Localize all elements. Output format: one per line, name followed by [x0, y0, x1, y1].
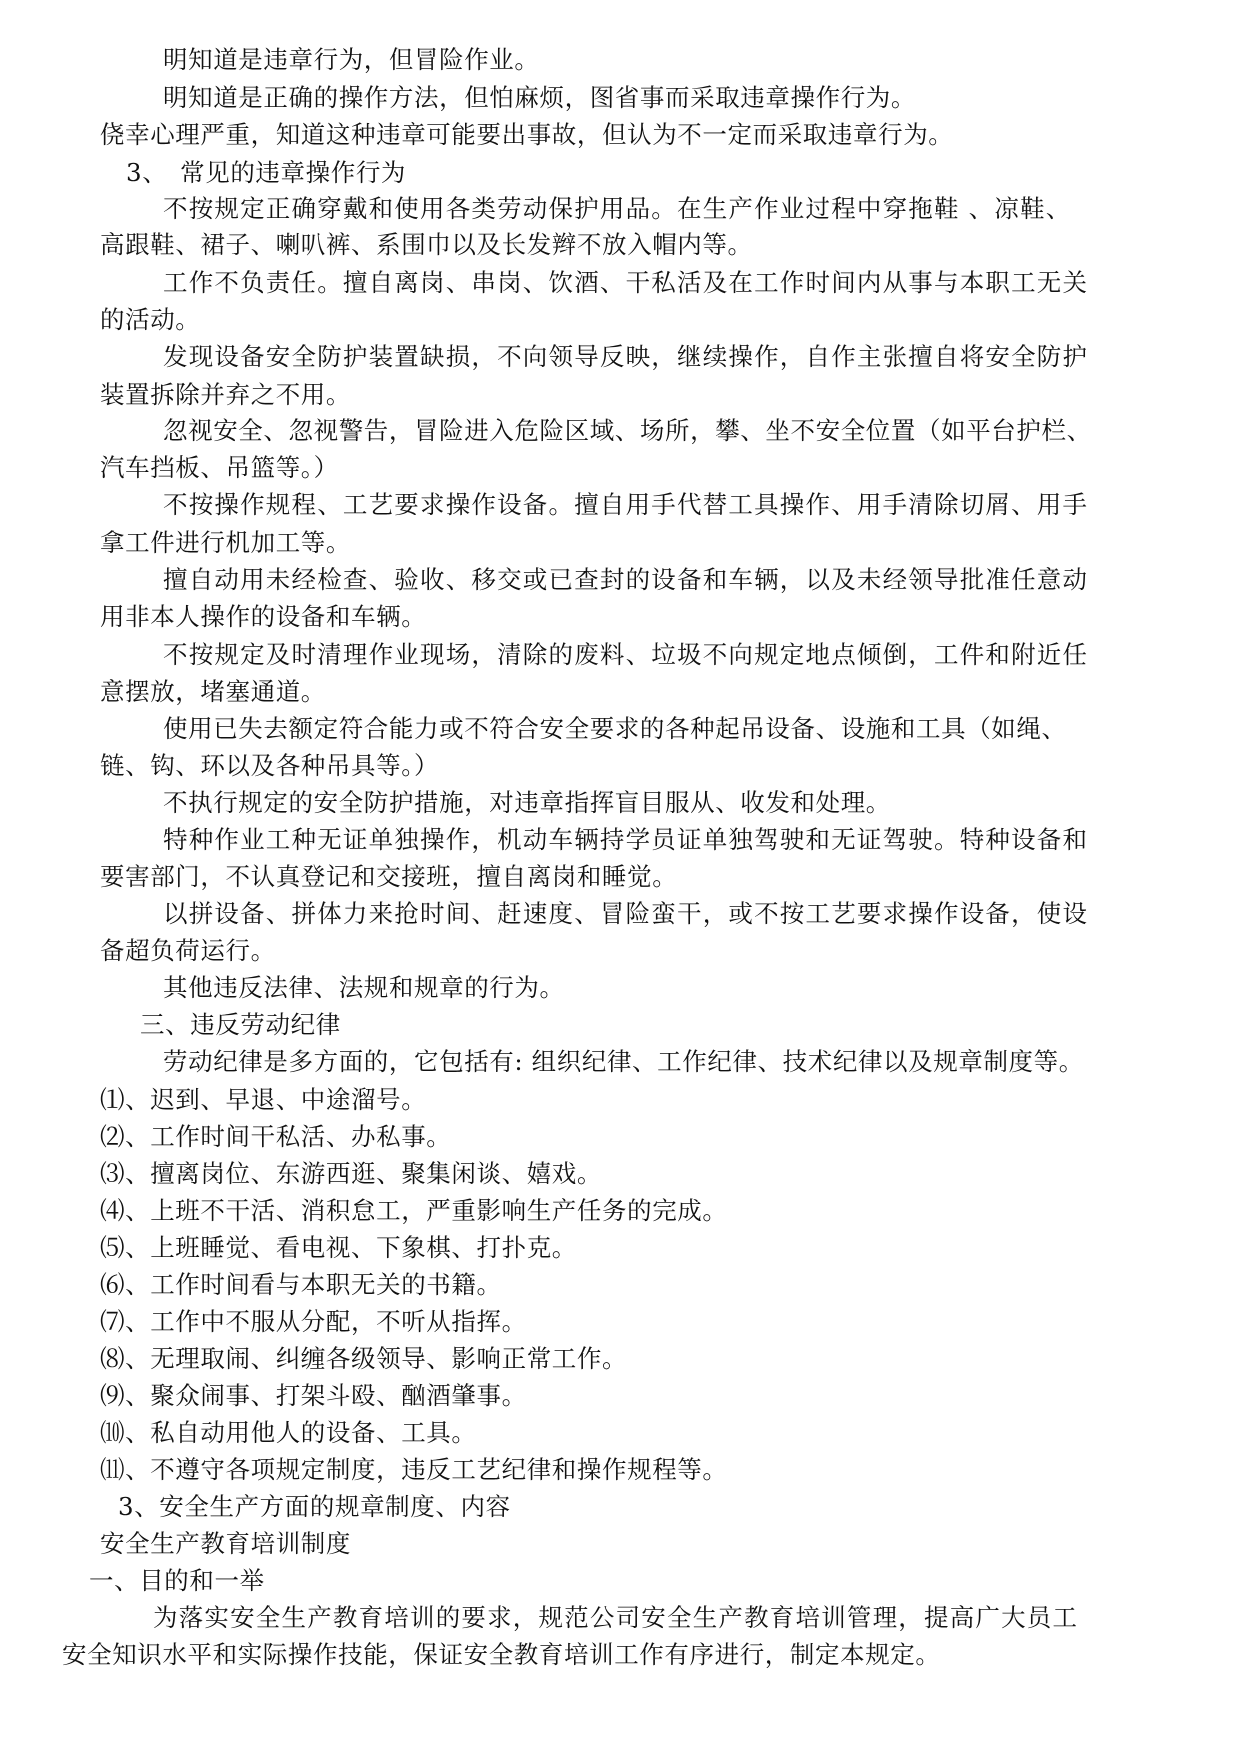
list-item: ⑾、不遵守各项规定制度，违反工艺纪律和操作规程等。 [100, 1455, 728, 1484]
text-line: 工作不负责任。擅自离岗、串岗、饮酒、干私活及在工作时间内从事与本职工无关 [163, 268, 1089, 297]
text-line: 备超负荷运行。 [100, 936, 276, 965]
list-item: ⑹、工作时间看与本职无关的书籍。 [100, 1270, 502, 1299]
text-line: 链、钩、环以及各种吊具等。） [100, 751, 440, 780]
text-line: 为落实安全生产教育培训的要求，规范公司安全生产教育培训管理，提高广大员工 [153, 1603, 1079, 1632]
list-item: ⑺、工作中不服从分配，不听从指挥。 [100, 1307, 527, 1336]
section-heading: 3、 常见的违章操作行为 [126, 158, 407, 187]
text-line: 高跟鞋、裙子、喇叭裤、系围巾以及长发辫不放入帽内等。 [100, 230, 753, 259]
section-heading: 安全生产教育培训制度 [100, 1529, 351, 1558]
list-item: ⑻、无理取闹、纠缠各级领导、影响正常工作。 [100, 1344, 628, 1373]
text-line: 不执行规定的安全防护措施，对违章指挥盲目服从、收发和处理。 [163, 788, 891, 817]
text-line: 特种作业工种无证单独操作，机动车辆持学员证单独驾驶和无证驾驶。特种设备和 [163, 825, 1089, 854]
text-line: 明知道是违章行为，但冒险作业。 [163, 45, 540, 74]
text-line: 装置拆除并弃之不用。 [100, 380, 351, 409]
text-line: 不按规定及时清理作业现场，清除的废料、垃圾不向规定地点倾倒，工件和附近任 [163, 640, 1089, 669]
section-heading: 三、违反劳动纪律 [140, 1010, 341, 1039]
text-line: 忽视安全、忽视警告，冒险进入危险区域、场所，攀、坐不安全位置（如平台护栏、 [163, 416, 1092, 445]
text-line: 发现设备安全防护装置缺损，不向领导反映，继续操作，自作主张擅自将安全防护 [163, 342, 1089, 371]
list-item: ⑼、聚众闹事、打架斗殴、酗酒肇事。 [100, 1381, 527, 1410]
list-item: ⑸、上班睡觉、看电视、下象棋、打扑克。 [100, 1233, 577, 1262]
text-line: 拿工件进行机加工等。 [100, 528, 351, 557]
text-line: 不按规定正确穿戴和使用各类劳动保护用品。在生产作业过程中穿拖鞋 、凉鞋、 [163, 194, 1072, 223]
list-item: ⑷、上班不干活、消积怠工，严重影响生产任务的完成。 [100, 1196, 728, 1225]
text-line: 意摆放，堵塞通道。 [100, 677, 326, 706]
text-line: 安全知识水平和实际操作技能，保证安全教育培训工作有序进行，制定本规定。 [62, 1640, 941, 1669]
text-line: 的活动。 [100, 305, 201, 334]
list-item: ⑴、迟到、早退、中途溜号。 [100, 1085, 427, 1114]
text-line: 以拼设备、拼体力来抢时间、赶速度、冒险蛮干，或不按工艺要求操作设备，使设 [163, 899, 1089, 928]
list-item: ⑽、私自动用他人的设备、工具。 [100, 1418, 477, 1447]
text-line: 用非本人操作的设备和车辆。 [100, 602, 427, 631]
section-heading: 一、目的和一举 [89, 1566, 265, 1595]
text-line: 擅自动用未经检查、验收、移交或已查封的设备和车辆，以及未经领导批准任意动 [163, 565, 1089, 594]
section-heading: 3、安全生产方面的规章制度、内容 [118, 1492, 511, 1521]
text-line: 汽车挡板、吊篮等。） [100, 453, 339, 482]
text-line: 使用已失去额定符合能力或不符合安全要求的各种起吊设备、设施和工具（如绳、 [163, 714, 1067, 743]
text-line: 明知道是正确的操作方法，但怕麻烦，图省事而采取违章操作行为。 [163, 83, 916, 112]
list-item: ⑶、擅离岗位、东游西逛、聚集闲谈、嬉戏。 [100, 1159, 602, 1188]
text-line: 不按操作规程、工艺要求操作设备。擅自用手代替工具操作、用手清除切屑、用手 [163, 490, 1089, 519]
text-line: 劳动纪律是多方面的，它包括有: 组织纪律、工作纪律、技术纪律以及规章制度等。 [163, 1047, 1084, 1076]
text-line: 侥幸心理严重，知道这种违章可能要出事故，但认为不一定而采取违章行为。 [100, 120, 954, 149]
text-line: 其他违反法律、法规和规章的行为。 [163, 973, 565, 1002]
text-line: 要害部门，不认真登记和交接班，擅自离岗和睡觉。 [100, 862, 678, 891]
list-item: ⑵、工作时间干私活、办私事。 [100, 1122, 452, 1151]
